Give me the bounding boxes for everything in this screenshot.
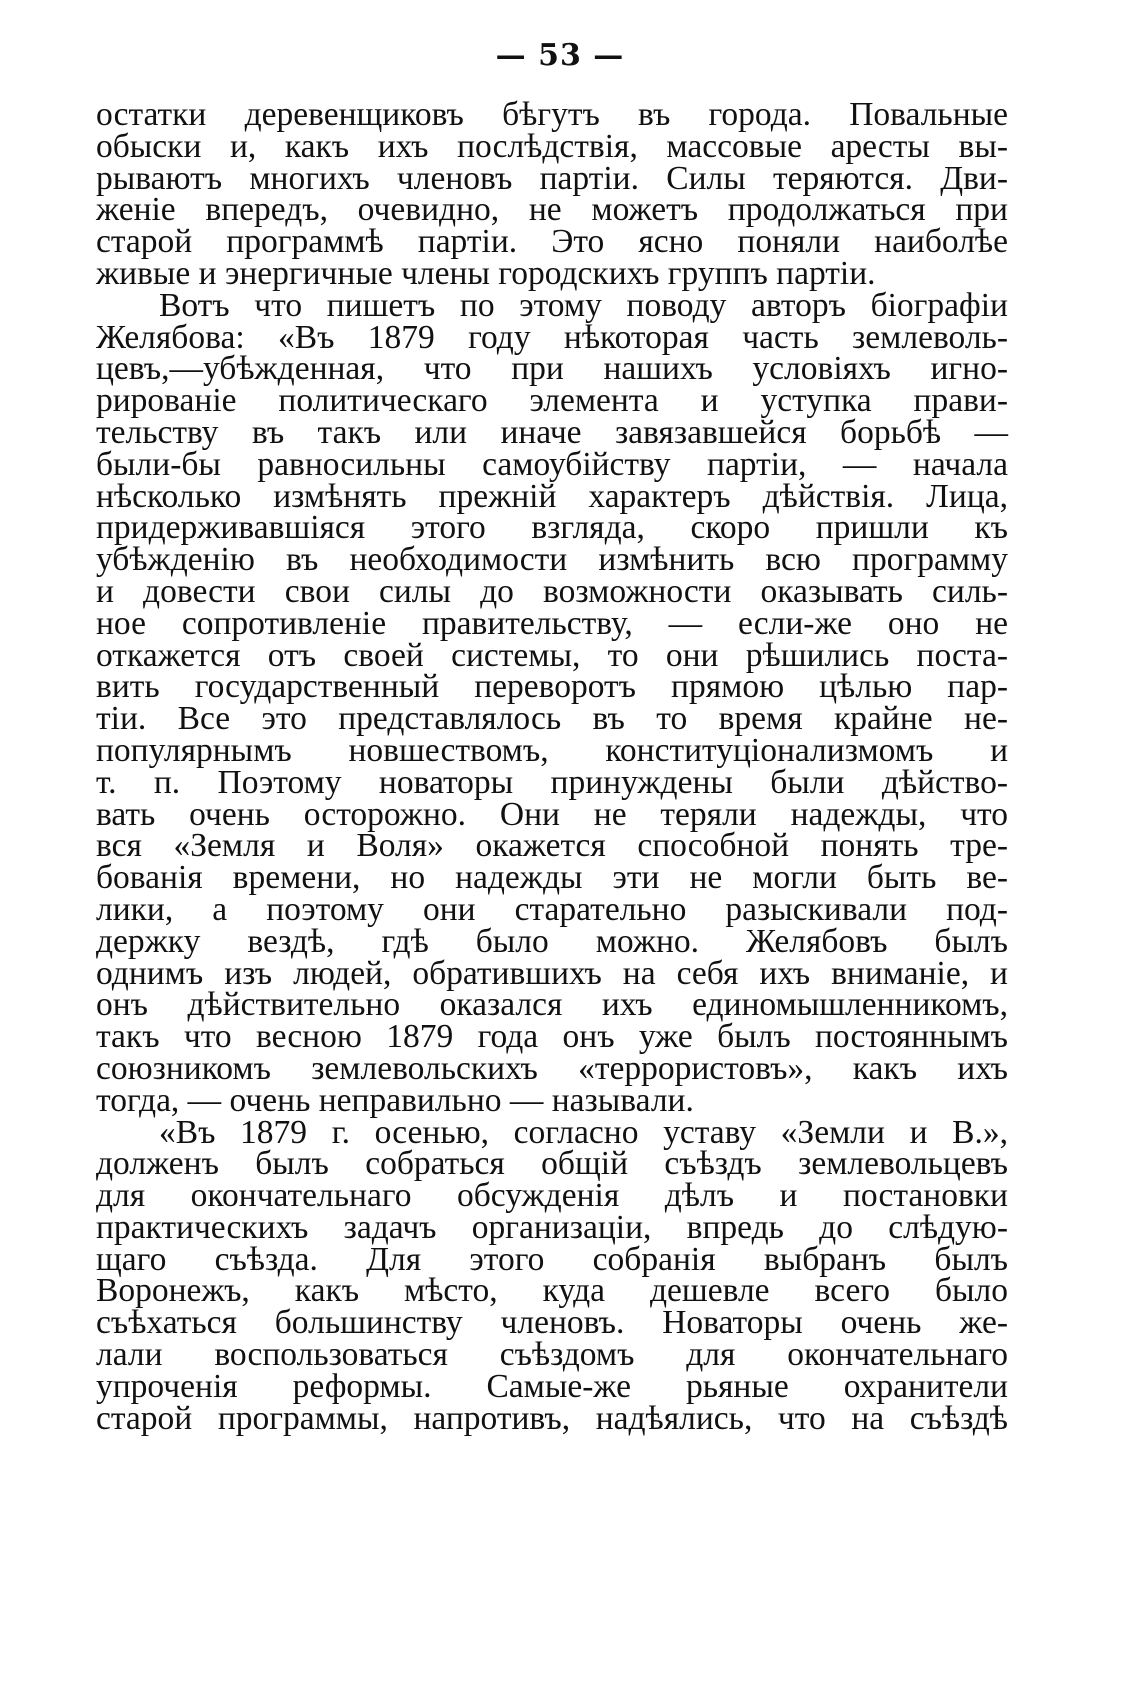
text-line: тогда, — очень неправильно — называли. — [96, 1081, 694, 1119]
text-line: остатки деревенщиковъ бѣгутъ въ города. Повальные — [96, 96, 1008, 133]
text-line: старой программы, напротивъ, надѣялись, что на съѣздѣ — [96, 1399, 1008, 1437]
text-line: вать очень осторожно. Они не теряли надежды, что — [96, 795, 1008, 833]
body-text — [96, 96, 1008, 1437]
text-line: убѣжденію въ необходимости измѣнить всю программу — [96, 541, 1008, 579]
text-line: тельству въ такъ или иначе завязавшейся борьбѣ — — [96, 413, 1008, 451]
text-line: онъ дѣйствительно оказался ихъ единомышленникомъ, — [96, 986, 1008, 1024]
text-line: нѣсколько измѣнять прежній характеръ дѣйствія. Лица, — [96, 477, 1008, 515]
text-line: т. п. Поэтому новаторы принуждены были дѣйство- — [96, 763, 1008, 801]
text-line: упроченія реформы. Самые-же рьяные охранители — [96, 1367, 1008, 1405]
text-line: обыски и, какъ ихъ послѣдствія, массовые аресты вы- — [96, 127, 1008, 165]
text-line: и довести свои силы до возможности оказывать силь- — [96, 572, 1008, 610]
text-line: тіи. Все это представлялось въ то время крайне не- — [96, 700, 1008, 738]
text-line: держку вездѣ, гдѣ было можно. Желябовъ былъ — [96, 922, 1008, 960]
text-line: «Въ 1879 г. осенью, согласно уставу «Земли и В.», — [159, 1113, 1008, 1151]
text-line: съѣхаться большинству членовъ. Новаторы очень же- — [96, 1304, 1008, 1342]
text-line: Воронежъ, какъ мѣсто, куда дешевле всего было — [96, 1272, 1008, 1310]
text-line: союзникомъ землевольскихъ «террористовъ», какъ ихъ — [96, 1049, 1008, 1087]
text-line: практическихъ задачъ организаціи, впредь до слѣдую- — [96, 1208, 1008, 1246]
text-line: вить государственный переворотъ прямою цѣлью пар- — [96, 668, 1008, 706]
text-line: однимъ изъ людей, обратившихъ на себя ихъ вниманіе, и — [96, 954, 1008, 992]
text-line: для окончательнаго обсужденія дѣлъ и постановки — [96, 1177, 1008, 1215]
page-number: — 53 — — [495, 38, 625, 73]
text-line: живые и энергичные члены городскихъ группъ партіи. — [96, 254, 876, 292]
text-line: ное сопротивленіе правительству, — если-же оно не — [96, 604, 1008, 642]
text-line: Вотъ что пишетъ по этому поводу авторъ біографіи — [159, 286, 1008, 324]
text-line: лики, а поэтому они старательно разыскивали под- — [96, 890, 1008, 928]
text-line: лали воспользоваться съѣздомъ для окончательнаго — [96, 1336, 1008, 1374]
text-line: щаго съѣзда. Для этого собранія выбранъ былъ — [96, 1240, 1008, 1278]
text-line: вся «Земля и Воля» окажется способной понять тре- — [96, 827, 1008, 865]
text-line: придерживавшіяся этого взгляда, скоро пришли къ — [96, 509, 1008, 547]
text-line: женіе впередъ, очевидно, не можетъ продолжаться при — [96, 191, 1008, 229]
text-line: Желябова: «Въ 1879 году нѣкоторая часть землеволь- — [96, 318, 1008, 356]
text-line: рированіе политическаго элемента и уступка прави- — [96, 382, 1008, 420]
text-line: откажется отъ своей системы, то они рѣшились поста- — [96, 636, 1008, 674]
text-line: были-бы равносильны самоубійству партіи, — начала — [96, 445, 1008, 483]
text-line: долженъ былъ собраться общій съѣздъ землевольцевъ — [96, 1145, 1008, 1183]
text-line: бованія времени, но надежды эти не могли быть ве- — [96, 859, 1008, 897]
text-line: старой программѣ партіи. Это ясно поняли наиболѣе — [96, 223, 1008, 261]
text-line: рываютъ многихъ членовъ партіи. Силы теряются. Дви- — [96, 159, 1008, 197]
text-line: популярнымъ новшествомъ, конституціонализмомъ и — [96, 731, 1008, 769]
text-line: такъ что весною 1879 года онъ уже былъ постояннымъ — [96, 1018, 1008, 1056]
text-line: цевъ,—убѣжденная, что при нашихъ условіяхъ игно- — [96, 350, 1008, 388]
